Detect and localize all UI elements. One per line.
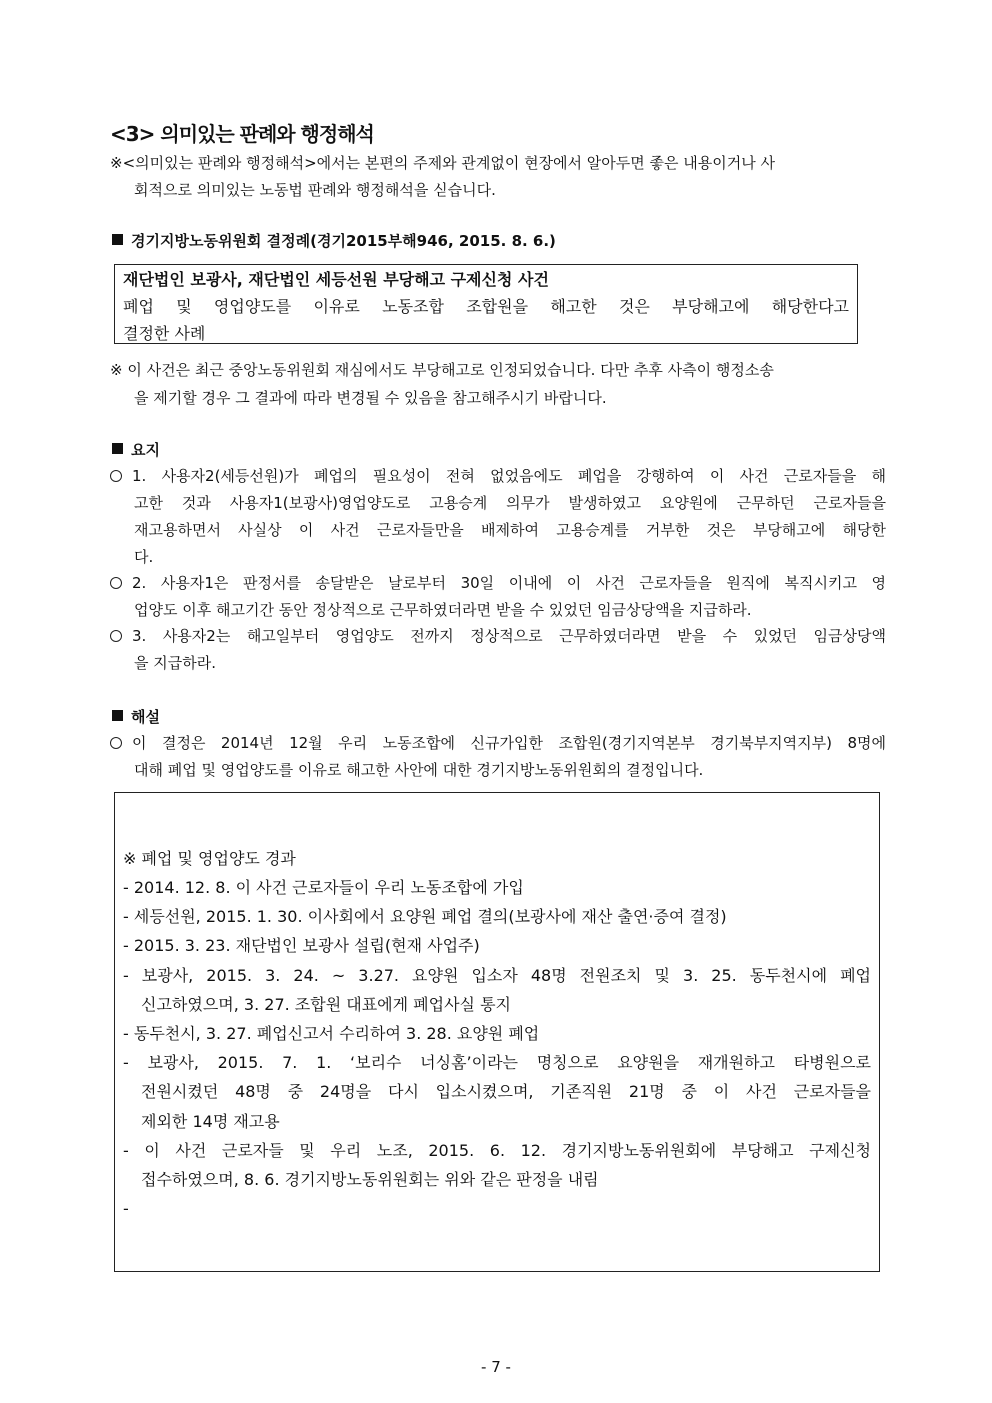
summary-item	[110, 623, 886, 677]
history-entry	[123, 873, 871, 902]
summary-item-line: 업양도 이후 해고기간 동안 정상적으로 근무하였더라면 받을 수 있었던 임금상당액을 지급하라.	[134, 601, 752, 619]
note-line: 을 제기할 경우 그 결과에 따라 변경될 수 있음을 참고해주시기 바랍니다.	[134, 389, 607, 407]
history-line: - 동두천시, 3. 27. 폐업신고서 수리하여 3. 28. 요양원 폐업	[123, 1024, 540, 1044]
intro-paragraph	[110, 150, 886, 204]
case-description-line: 폐업 및 영업양도를 이유로 노동조합 조합원을 해고한 것은 부당해고에 해당한다고	[123, 297, 849, 316]
section-title: <3> 의미있는 판례와 행정해석	[110, 122, 374, 146]
summary-item-line: 1. 사용자2(세등선원)가 폐업의 필요성이 전혀 없었음에도 폐업을 강행하여 이 사건 근로자들을 해	[110, 463, 886, 490]
square-bullet-icon	[112, 443, 123, 454]
note-line: ※ 이 사건은 최근 중앙노동위원회 재심에서도 부당해고로 인정되었습니다. 다만 추후 사측이 행정소송	[110, 361, 774, 379]
history-line: - 세등선원, 2015. 1. 30. 이사회에서 요양원 폐업 결의(보광사에 재산 출연·증여 결정)	[123, 907, 727, 927]
history-line: 접수하였으며, 8. 6. 경기지방노동위원회는 위와 같은 판정을 내림	[141, 1170, 599, 1190]
history-title: ※ 폐업 및 영업양도 경과	[123, 849, 296, 868]
summary-item	[110, 463, 886, 571]
intro-line: 회적으로 의미있는 노동법 판례와 행정해석을 싣습니다.	[134, 181, 496, 199]
case-summary-box	[114, 264, 858, 344]
square-bullet-icon	[112, 710, 123, 721]
circle-bullet-icon	[110, 630, 122, 642]
commentary-line: 대해 폐업 및 영업양도를 이유로 해고한 사안에 대한 경기지방노동위원회의 결정입니다.	[134, 761, 704, 779]
commentary-heading-text: 해설	[131, 708, 160, 726]
history-line: - 2015. 3. 23. 재단법인 보광사 설립(현재 사업주)	[123, 936, 480, 956]
case-description-line: 결정한 사례	[123, 324, 206, 343]
case-title: 재단법인 보광사, 재단법인 세등선원 부당해고 구제신청 사건	[123, 270, 549, 289]
commentary-paragraph	[110, 730, 886, 784]
commentary-heading	[112, 706, 160, 727]
history-entry	[123, 1136, 871, 1194]
circle-bullet-icon	[110, 577, 122, 589]
history-line: - 이 사건 근로자들 및 우리 노조, 2015. 6. 12. 경기지방노동위원회에 부당해고 구제신청	[123, 1140, 871, 1160]
summary-heading	[112, 439, 160, 460]
history-box	[114, 792, 880, 1272]
decision-heading-text: 경기지방노동위원회 결정례(경기2015부해946, 2015. 8. 6.)	[131, 232, 556, 250]
history-line: - 2014. 12. 8. 이 사건 근로자들이 우리 노동조합에 가입	[123, 878, 524, 897]
history-line: -	[123, 1199, 129, 1219]
history-list	[123, 873, 871, 1223]
case-note	[110, 356, 886, 412]
history-entry	[123, 1019, 871, 1048]
summary-heading-text: 요지	[131, 441, 160, 459]
square-bullet-icon	[112, 234, 123, 245]
intro-line: ※<의미있는 판례와 행정해석>에서는 본편의 주제와 관계없이 현장에서 알아두면 좋은 내용이거나 사	[110, 154, 775, 172]
summary-item-line: 2. 사용자1은 판정서를 송달받은 날로부터 30일 이내에 이 사건 근로자들을 원직에 복직시키고 영	[110, 570, 886, 597]
history-entry	[123, 902, 871, 931]
circle-bullet-icon	[110, 470, 122, 482]
history-line: - 보광사, 2015. 7. 1. ‘보리수 너싱홈’이라는 명칭으로 요양원을 재개원하고 타병원으로	[123, 1053, 871, 1073]
history-entry	[123, 961, 871, 1019]
history-entry	[123, 931, 871, 960]
history-line: 제외한 14명 재고용	[141, 1111, 280, 1131]
history-line: - 보광사, 2015. 3. 24. ~ 3.27. 요양원 입소자 48명 전원조치 및 3. 25. 동두천시에 폐업	[123, 965, 871, 985]
history-entry	[123, 1048, 871, 1136]
summary-item-line: 고한 것과 사용자1(보광사)영업양도로 고용승계 의무가 발생하였고 요양원에 근무하던 근로자들을	[134, 494, 886, 512]
circle-bullet-icon	[110, 737, 122, 749]
summary-item-line: 재고용하면서 사실상 이 사건 근로자들만을 배제하여 고용승계를 거부한 것은 부당해고에 해당한	[134, 521, 886, 539]
summary-item	[110, 570, 886, 624]
history-line: 신고하였으며, 3. 27. 조합원 대표에게 폐업사실 통지	[141, 994, 511, 1014]
summary-item-line: 을 지급하라.	[134, 654, 216, 672]
summary-item-line: 3. 사용자2는 해고일부터 영업양도 전까지 정상적으로 근무하였더라면 받을 수 있었던 임금상당액	[110, 623, 886, 650]
history-line: 전원시켰던 48명 중 24명을 다시 입소시켰으며, 기존직원 21명 중 이 사건 근로자들을	[141, 1082, 871, 1102]
commentary-line: 이 결정은 2014년 12월 우리 노동조합에 신규가입한 조합원(경기지역본부 경기북부지역지부) 8명에	[110, 730, 886, 757]
decision-heading	[112, 230, 556, 251]
history-entry	[123, 1194, 871, 1223]
page-number: - 7 -	[481, 1358, 511, 1376]
summary-item-line: 다.	[134, 548, 154, 566]
